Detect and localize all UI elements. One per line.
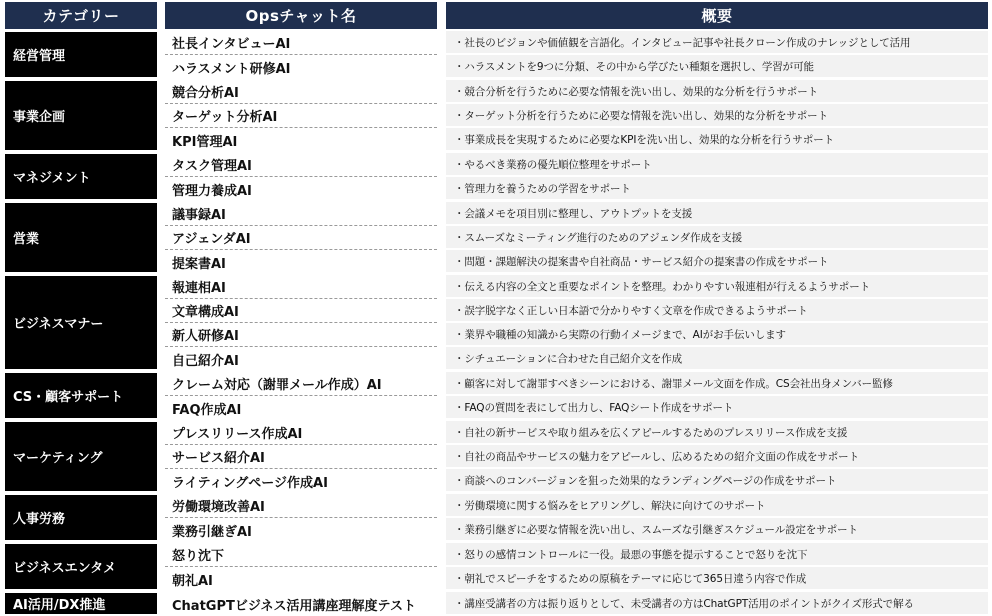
ops-chat-summary: ・ターゲット分析を行うために必要な情報を洗い出し、効果的な分析をサポート bbox=[446, 104, 988, 128]
ops-chat-summary: ・問題・課題解決の提案書や自社商品・サービス紹介の提案書の作成をサポート bbox=[446, 250, 988, 274]
ops-chat-name: タスク管理AI bbox=[165, 153, 437, 177]
category-cell: 人事労務 bbox=[5, 495, 157, 540]
ops-chat-name: プレスリリース作成AI bbox=[165, 421, 437, 445]
ops-chat-summary: ・誤字脱字なく正しい日本語で分かりやすく文章を作成できるようサポート bbox=[446, 299, 988, 323]
ops-chat-summary: ・競合分析を行うために必要な情報を洗い出し、効果的な分析を行うサポート bbox=[446, 80, 988, 104]
ops-chat-name: 新人研修AI bbox=[165, 323, 437, 347]
ops-chat-name: 朝礼AI bbox=[172, 573, 213, 589]
category-cell: 事業企画 bbox=[5, 81, 157, 150]
ops-chat-name: アジェンダAI bbox=[165, 226, 437, 250]
ops-chat-name: 競合分析AI bbox=[165, 80, 437, 104]
ops-chat-summary: ・やるべき業務の優先順位整理をサポート bbox=[446, 153, 988, 177]
ops-chat-name: 自己紹介AI bbox=[172, 353, 239, 369]
category-cell: マーケティング bbox=[5, 422, 157, 491]
ops-chat-summary: ・会議メモを項目別に整理し、アウトプットを支援 bbox=[446, 202, 988, 226]
ops-chat-name: ターゲット分析AI bbox=[165, 104, 437, 128]
ops-chat-summary: ・伝える内容の全文と重要なポイントを整理。わかりやすい報連相が行えるようサポート bbox=[446, 275, 988, 299]
ops-chat-summary: ・顧客に対して謝罪すべきシーンにおける、謝罪メール文面を作成。CS会社出身メンバー監修 bbox=[446, 372, 988, 396]
category-cell: ビジネスエンタメ bbox=[5, 544, 157, 589]
column-header-name: Opsチャット名 bbox=[165, 2, 437, 29]
ops-chat-summary: ・労働環境に関する悩みをヒアリングし、解決に向けてのサポート bbox=[446, 494, 988, 518]
ops-chat-name: 報連相AI bbox=[165, 275, 437, 299]
ops-chat-name: 管理力養成AI bbox=[172, 183, 252, 199]
ops-chat-summary: ・管理力を養うための学習をサポート bbox=[446, 177, 988, 201]
column-header-summary: 概要 bbox=[446, 2, 988, 29]
ops-chat-name: 労働環境改善AI bbox=[165, 494, 437, 518]
ops-chat-summary: ・ハラスメントを9つに分類、その中から学びたい種類を選択し、学習が可能 bbox=[446, 55, 988, 79]
ops-chat-name: ハラスメント研修AI bbox=[172, 61, 291, 77]
ops-chat-summary: ・スムーズなミーティング進行のためのアジェンダ作成を支援 bbox=[446, 226, 988, 250]
ops-chat-summary: ・講座受講者の方は振り返りとして、未受講者の方はChatGPT活用のポイントがクイズ形式で解る bbox=[446, 592, 988, 616]
ops-chat-summary: ・FAQの質問を表にして出力し、FAQシート作成をサポート bbox=[446, 396, 988, 420]
category-cell: マネジメント bbox=[5, 154, 157, 199]
ops-chat-summary: ・社長のビジョンや価値観を言語化。インタビュー記事や社長クローン作成のナレッジとして活用 bbox=[446, 31, 988, 55]
ops-chat-summary: ・自社の新サービスや取り組みを広くアピールするためのプレスリリース作成を支援 bbox=[446, 421, 988, 445]
category-cell: AI活用/DX推進 bbox=[5, 593, 157, 614]
ops-chat-summary: ・業務引継ぎに必要な情報を洗い出し、スムーズな引継ぎスケジュール設定をサポート bbox=[446, 518, 988, 542]
ops-chat-name: ChatGPTビジネス活用講座理解度テスト bbox=[172, 598, 416, 614]
ops-chat-name: 業務引継ぎAI bbox=[172, 524, 252, 540]
ops-chat-name: 怒り沈下 bbox=[165, 543, 437, 567]
ops-chat-summary: ・業界や職種の知識から実際の行動イメージまで、AIがお手伝いします bbox=[446, 323, 988, 347]
ops-chat-name: 提案書AI bbox=[172, 256, 226, 272]
ops-chat-name: KPI管理AI bbox=[172, 134, 238, 150]
ops-chat-name: クレーム対応（謝罪メール作成）AI bbox=[165, 372, 437, 396]
ops-chat-summary: ・事業成長を実現するために必要なKPIを洗い出し、効果的な分析を行うサポート bbox=[446, 128, 988, 152]
ops-chat-summary: ・怒りの感情コントロールに一役。最悪の事態を提示することで怒りを沈下 bbox=[446, 543, 988, 567]
ops-chat-name: サービス紹介AI bbox=[165, 445, 437, 469]
column-header-category: カテゴリー bbox=[5, 2, 157, 29]
category-cell: ビジネスマナー bbox=[5, 276, 157, 369]
ops-chat-name: ライティングページ作成AI bbox=[172, 475, 328, 491]
ops-chat-name: 文章構成AI bbox=[165, 299, 437, 323]
category-cell: 営業 bbox=[5, 203, 157, 272]
ops-chat-summary: ・商談へのコンバージョンを狙った効果的なランディングページの作成をサポート bbox=[446, 469, 988, 493]
ops-chat-name: FAQ作成AI bbox=[172, 402, 242, 418]
category-cell: 経営管理 bbox=[5, 32, 157, 77]
ops-chat-name: 社長インタビューAI bbox=[165, 31, 437, 55]
category-cell: CS・顧客サポート bbox=[5, 373, 157, 418]
ops-chat-summary: ・自社の商品やサービスの魅力をアピールし、広めるための紹介文面の作成をサポート bbox=[446, 445, 988, 469]
ops-chat-summary: ・シチュエーションに合わせた自己紹介文を作成 bbox=[446, 347, 988, 371]
ops-chat-summary: ・朝礼でスピーチをするための原稿をテーマに応じて365日違う内容で作成 bbox=[446, 567, 988, 591]
ops-chat-name: 議事録AI bbox=[165, 202, 437, 226]
